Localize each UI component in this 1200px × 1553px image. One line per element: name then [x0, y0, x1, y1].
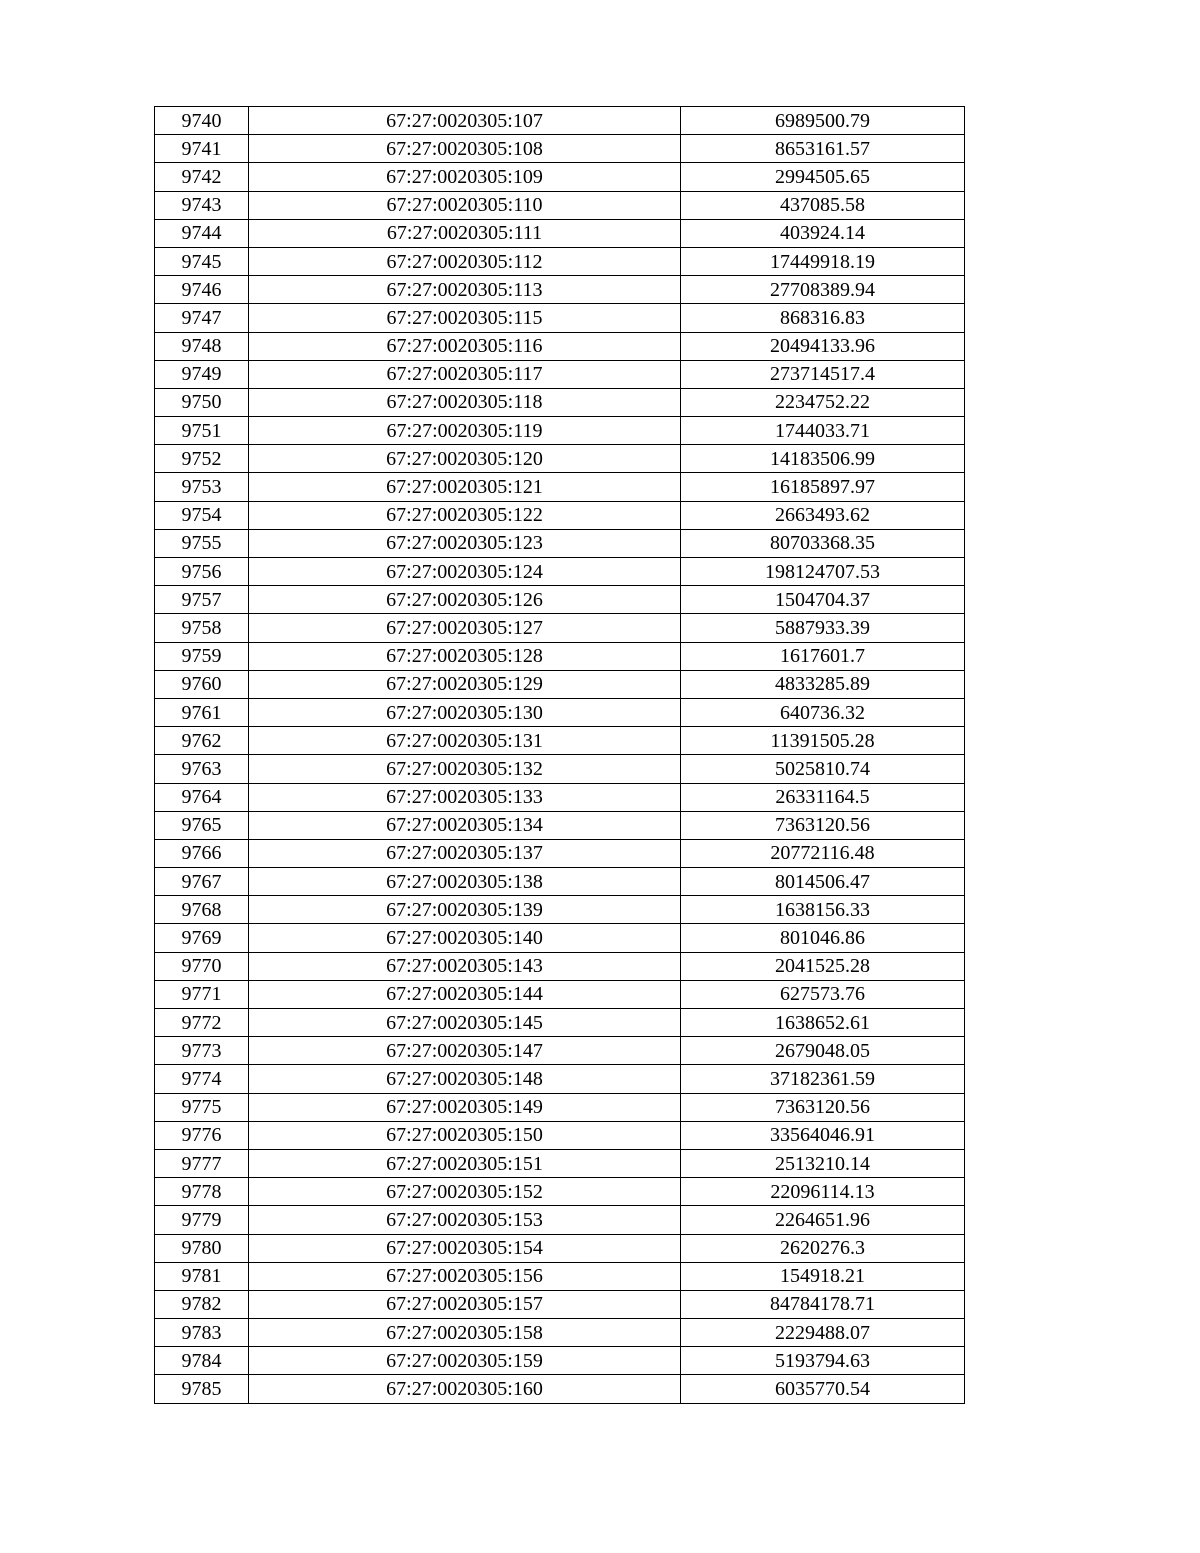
table-row [155, 1065, 965, 1093]
cadastral-number-cell: 67:27:0020305:144 [249, 980, 681, 1008]
value-cell: 8653161.57 [681, 135, 965, 163]
row-number-cell: 9774 [155, 1065, 249, 1093]
value-cell: 6989500.79 [681, 107, 965, 135]
row-number-cell: 9741 [155, 135, 249, 163]
row-number-cell: 9742 [155, 163, 249, 191]
row-number-cell: 9743 [155, 191, 249, 219]
table-row [155, 670, 965, 698]
cadastral-number-cell: 67:27:0020305:107 [249, 107, 681, 135]
table-row [155, 614, 965, 642]
cadastral-number-cell: 67:27:0020305:157 [249, 1290, 681, 1318]
cadastral-number-cell: 67:27:0020305:148 [249, 1065, 681, 1093]
table-row [155, 388, 965, 416]
cadastral-number-cell: 67:27:0020305:154 [249, 1234, 681, 1262]
row-number-cell: 9762 [155, 727, 249, 755]
value-cell: 403924.14 [681, 219, 965, 247]
cadastral-number-cell: 67:27:0020305:115 [249, 304, 681, 332]
table-row [155, 163, 965, 191]
value-cell: 5887933.39 [681, 614, 965, 642]
row-number-cell: 9779 [155, 1206, 249, 1234]
table-row [155, 1234, 965, 1262]
row-number-cell: 9753 [155, 473, 249, 501]
row-number-cell: 9744 [155, 219, 249, 247]
table-row [155, 276, 965, 304]
cadastral-number-cell: 67:27:0020305:147 [249, 1037, 681, 1065]
value-cell: 5025810.74 [681, 755, 965, 783]
table-row [155, 1178, 965, 1206]
value-cell: 16185897.97 [681, 473, 965, 501]
row-number-cell: 9745 [155, 247, 249, 275]
row-number-cell: 9778 [155, 1178, 249, 1206]
row-number-cell: 9780 [155, 1234, 249, 1262]
cadastral-number-cell: 67:27:0020305:110 [249, 191, 681, 219]
row-number-cell: 9763 [155, 755, 249, 783]
row-number-cell: 9759 [155, 642, 249, 670]
table-row [155, 417, 965, 445]
cadastral-number-cell: 67:27:0020305:151 [249, 1149, 681, 1177]
cadastral-number-cell: 67:27:0020305:158 [249, 1319, 681, 1347]
row-number-cell: 9752 [155, 445, 249, 473]
row-number-cell: 9771 [155, 980, 249, 1008]
row-number-cell: 9746 [155, 276, 249, 304]
row-number-cell: 9747 [155, 304, 249, 332]
row-number-cell: 9775 [155, 1093, 249, 1121]
cadastral-number-cell: 67:27:0020305:129 [249, 670, 681, 698]
value-cell: 198124707.53 [681, 558, 965, 586]
value-cell: 2663493.62 [681, 501, 965, 529]
value-cell: 7363120.56 [681, 1093, 965, 1121]
value-cell: 801046.86 [681, 924, 965, 952]
row-number-cell: 9783 [155, 1319, 249, 1347]
table-row [155, 783, 965, 811]
cadastral-number-cell: 67:27:0020305:134 [249, 811, 681, 839]
value-cell: 14183506.99 [681, 445, 965, 473]
row-number-cell: 9756 [155, 558, 249, 586]
table-row [155, 952, 965, 980]
cadastral-number-cell: 67:27:0020305:138 [249, 868, 681, 896]
table-row [155, 445, 965, 473]
value-cell: 84784178.71 [681, 1290, 965, 1318]
cadastral-number-cell: 67:27:0020305:124 [249, 558, 681, 586]
cadastral-number-cell: 67:27:0020305:160 [249, 1375, 681, 1403]
cadastral-number-cell: 67:27:0020305:112 [249, 247, 681, 275]
table-row [155, 219, 965, 247]
row-number-cell: 9765 [155, 811, 249, 839]
value-cell: 1744033.71 [681, 417, 965, 445]
row-number-cell: 9777 [155, 1149, 249, 1177]
value-cell: 20494133.96 [681, 332, 965, 360]
value-cell: 37182361.59 [681, 1065, 965, 1093]
value-cell: 2620276.3 [681, 1234, 965, 1262]
row-number-cell: 9748 [155, 332, 249, 360]
cadastral-number-cell: 67:27:0020305:133 [249, 783, 681, 811]
table-row [155, 191, 965, 219]
cadastral-number-cell: 67:27:0020305:139 [249, 896, 681, 924]
cadastral-number-cell: 67:27:0020305:152 [249, 1178, 681, 1206]
value-cell: 2679048.05 [681, 1037, 965, 1065]
cadastral-number-cell: 67:27:0020305:123 [249, 529, 681, 557]
cadastral-number-cell: 67:27:0020305:113 [249, 276, 681, 304]
table-row [155, 980, 965, 1008]
cadastral-number-cell: 67:27:0020305:140 [249, 924, 681, 952]
row-number-cell: 9768 [155, 896, 249, 924]
value-cell: 2994505.65 [681, 163, 965, 191]
row-number-cell: 9773 [155, 1037, 249, 1065]
value-cell: 6035770.54 [681, 1375, 965, 1403]
table-row [155, 332, 965, 360]
cadastral-number-cell: 67:27:0020305:132 [249, 755, 681, 783]
value-cell: 2513210.14 [681, 1149, 965, 1177]
value-cell: 8014506.47 [681, 868, 965, 896]
value-cell: 4833285.89 [681, 670, 965, 698]
cadastral-number-cell: 67:27:0020305:159 [249, 1347, 681, 1375]
row-number-cell: 9764 [155, 783, 249, 811]
cadastral-number-cell: 67:27:0020305:119 [249, 417, 681, 445]
row-number-cell: 9740 [155, 107, 249, 135]
value-cell: 2264651.96 [681, 1206, 965, 1234]
table-row [155, 247, 965, 275]
value-cell: 22096114.13 [681, 1178, 965, 1206]
table-row [155, 558, 965, 586]
value-cell: 26331164.5 [681, 783, 965, 811]
table-row [155, 868, 965, 896]
cadastral-value-table [154, 106, 965, 1404]
table-row [155, 1121, 965, 1149]
value-cell: 80703368.35 [681, 529, 965, 557]
row-number-cell: 9772 [155, 1009, 249, 1037]
cadastral-number-cell: 67:27:0020305:118 [249, 388, 681, 416]
cadastral-number-cell: 67:27:0020305:122 [249, 501, 681, 529]
value-cell: 2234752.22 [681, 388, 965, 416]
cadastral-number-cell: 67:27:0020305:153 [249, 1206, 681, 1234]
cadastral-number-cell: 67:27:0020305:117 [249, 360, 681, 388]
value-cell: 1504704.37 [681, 586, 965, 614]
table-row [155, 924, 965, 952]
value-cell: 5193794.63 [681, 1347, 965, 1375]
table-row [155, 1009, 965, 1037]
cadastral-number-cell: 67:27:0020305:126 [249, 586, 681, 614]
value-cell: 640736.32 [681, 698, 965, 726]
cadastral-number-cell: 67:27:0020305:131 [249, 727, 681, 755]
value-cell: 1638652.61 [681, 1009, 965, 1037]
table-row [155, 1206, 965, 1234]
row-number-cell: 9769 [155, 924, 249, 952]
row-number-cell: 9757 [155, 586, 249, 614]
table-row [155, 107, 965, 135]
cadastral-number-cell: 67:27:0020305:116 [249, 332, 681, 360]
row-number-cell: 9750 [155, 388, 249, 416]
row-number-cell: 9758 [155, 614, 249, 642]
row-number-cell: 9784 [155, 1347, 249, 1375]
cadastral-number-cell: 67:27:0020305:145 [249, 1009, 681, 1037]
cadastral-number-cell: 67:27:0020305:121 [249, 473, 681, 501]
table-row [155, 1319, 965, 1347]
cadastral-number-cell: 67:27:0020305:120 [249, 445, 681, 473]
value-cell: 154918.21 [681, 1262, 965, 1290]
value-cell: 273714517.4 [681, 360, 965, 388]
table-body [155, 107, 965, 1404]
cadastral-number-cell: 67:27:0020305:108 [249, 135, 681, 163]
value-cell: 20772116.48 [681, 839, 965, 867]
value-cell: 868316.83 [681, 304, 965, 332]
value-cell: 2041525.28 [681, 952, 965, 980]
table-row [155, 698, 965, 726]
cadastral-number-cell: 67:27:0020305:130 [249, 698, 681, 726]
value-cell: 1617601.7 [681, 642, 965, 670]
row-number-cell: 9751 [155, 417, 249, 445]
cadastral-number-cell: 67:27:0020305:137 [249, 839, 681, 867]
value-cell: 17449918.19 [681, 247, 965, 275]
row-number-cell: 9754 [155, 501, 249, 529]
row-number-cell: 9755 [155, 529, 249, 557]
table-row [155, 755, 965, 783]
table-row [155, 1347, 965, 1375]
table-row [155, 304, 965, 332]
table-row [155, 1290, 965, 1318]
table-row [155, 1037, 965, 1065]
row-number-cell: 9760 [155, 670, 249, 698]
table-row [155, 642, 965, 670]
row-number-cell: 9770 [155, 952, 249, 980]
table-row [155, 586, 965, 614]
table-row [155, 1262, 965, 1290]
cadastral-number-cell: 67:27:0020305:127 [249, 614, 681, 642]
cadastral-number-cell: 67:27:0020305:150 [249, 1121, 681, 1149]
row-number-cell: 9761 [155, 698, 249, 726]
cadastral-number-cell: 67:27:0020305:143 [249, 952, 681, 980]
table-row [155, 1149, 965, 1177]
cadastral-number-cell: 67:27:0020305:109 [249, 163, 681, 191]
value-cell: 33564046.91 [681, 1121, 965, 1149]
value-cell: 11391505.28 [681, 727, 965, 755]
value-cell: 437085.58 [681, 191, 965, 219]
value-cell: 2229488.07 [681, 1319, 965, 1347]
row-number-cell: 9781 [155, 1262, 249, 1290]
value-cell: 7363120.56 [681, 811, 965, 839]
row-number-cell: 9766 [155, 839, 249, 867]
table-row [155, 811, 965, 839]
table-row [155, 360, 965, 388]
table-row [155, 1375, 965, 1403]
table-row [155, 896, 965, 924]
table-row [155, 1093, 965, 1121]
table-row [155, 501, 965, 529]
table-row [155, 473, 965, 501]
cadastral-number-cell: 67:27:0020305:128 [249, 642, 681, 670]
value-cell: 627573.76 [681, 980, 965, 1008]
table-row [155, 135, 965, 163]
value-cell: 27708389.94 [681, 276, 965, 304]
row-number-cell: 9767 [155, 868, 249, 896]
cadastral-number-cell: 67:27:0020305:149 [249, 1093, 681, 1121]
row-number-cell: 9749 [155, 360, 249, 388]
cadastral-number-cell: 67:27:0020305:111 [249, 219, 681, 247]
row-number-cell: 9782 [155, 1290, 249, 1318]
table-row [155, 727, 965, 755]
table-row [155, 529, 965, 557]
cadastral-number-cell: 67:27:0020305:156 [249, 1262, 681, 1290]
row-number-cell: 9785 [155, 1375, 249, 1403]
value-cell: 1638156.33 [681, 896, 965, 924]
row-number-cell: 9776 [155, 1121, 249, 1149]
table-row [155, 839, 965, 867]
